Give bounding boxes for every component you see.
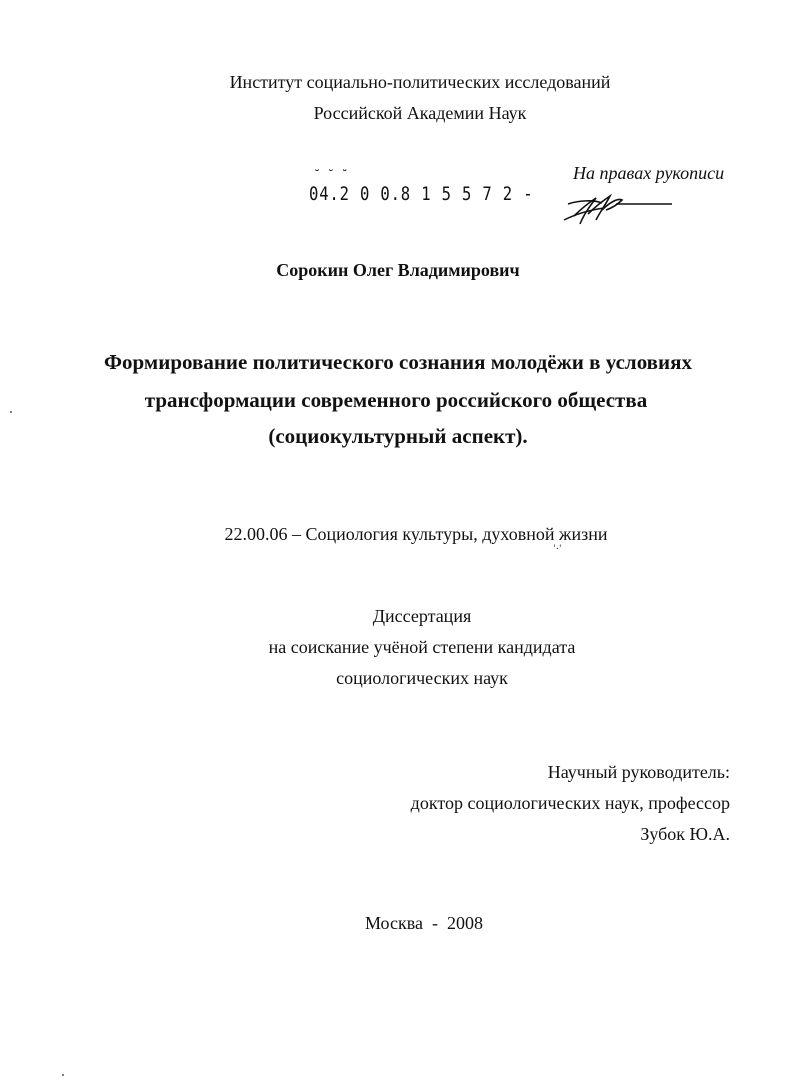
- dissertation-label: Диссертация: [372, 606, 472, 626]
- thesis-title-line-2: трансформации современного российского общества: [144, 388, 648, 412]
- dissertation-field: социологических наук: [336, 668, 508, 688]
- supervisor-label: Научный руководитель:: [547, 762, 730, 782]
- dissertation-purpose: на соискание учёной степени кандидата: [268, 637, 576, 657]
- supervisor-name: Зубок Ю.А.: [640, 824, 730, 844]
- registration-number: 04.2 0 0.8 1 5 5 7 2 -: [309, 183, 534, 205]
- thesis-title-line-1: Формирование политического сознания молодёжи в условиях: [104, 350, 692, 374]
- thesis-title-line-3: (социокультурный аспект).: [268, 424, 528, 448]
- signature-icon: [560, 190, 675, 230]
- specialty-code: 22.00.06 – Социология культуры, духовной жизни: [224, 524, 608, 544]
- city-year: Москва - 2008: [365, 913, 483, 933]
- author-name: Сорокин Олег Владимирович: [276, 260, 520, 280]
- stray-mark: ˈ·ˈ: [553, 544, 562, 555]
- supervisor-degree: доктор социологических наук, профессор: [410, 793, 730, 813]
- stamp-marks: ˘ ˘ ˘: [314, 168, 350, 182]
- institute-name: Институт социально-политических исследований: [229, 72, 611, 92]
- scan-speck: [62, 1074, 64, 1076]
- academy-name: Российской Академии Наук: [313, 103, 527, 123]
- manuscript-rights-note: На правах рукописи: [573, 163, 725, 183]
- scan-speck: [10, 411, 12, 413]
